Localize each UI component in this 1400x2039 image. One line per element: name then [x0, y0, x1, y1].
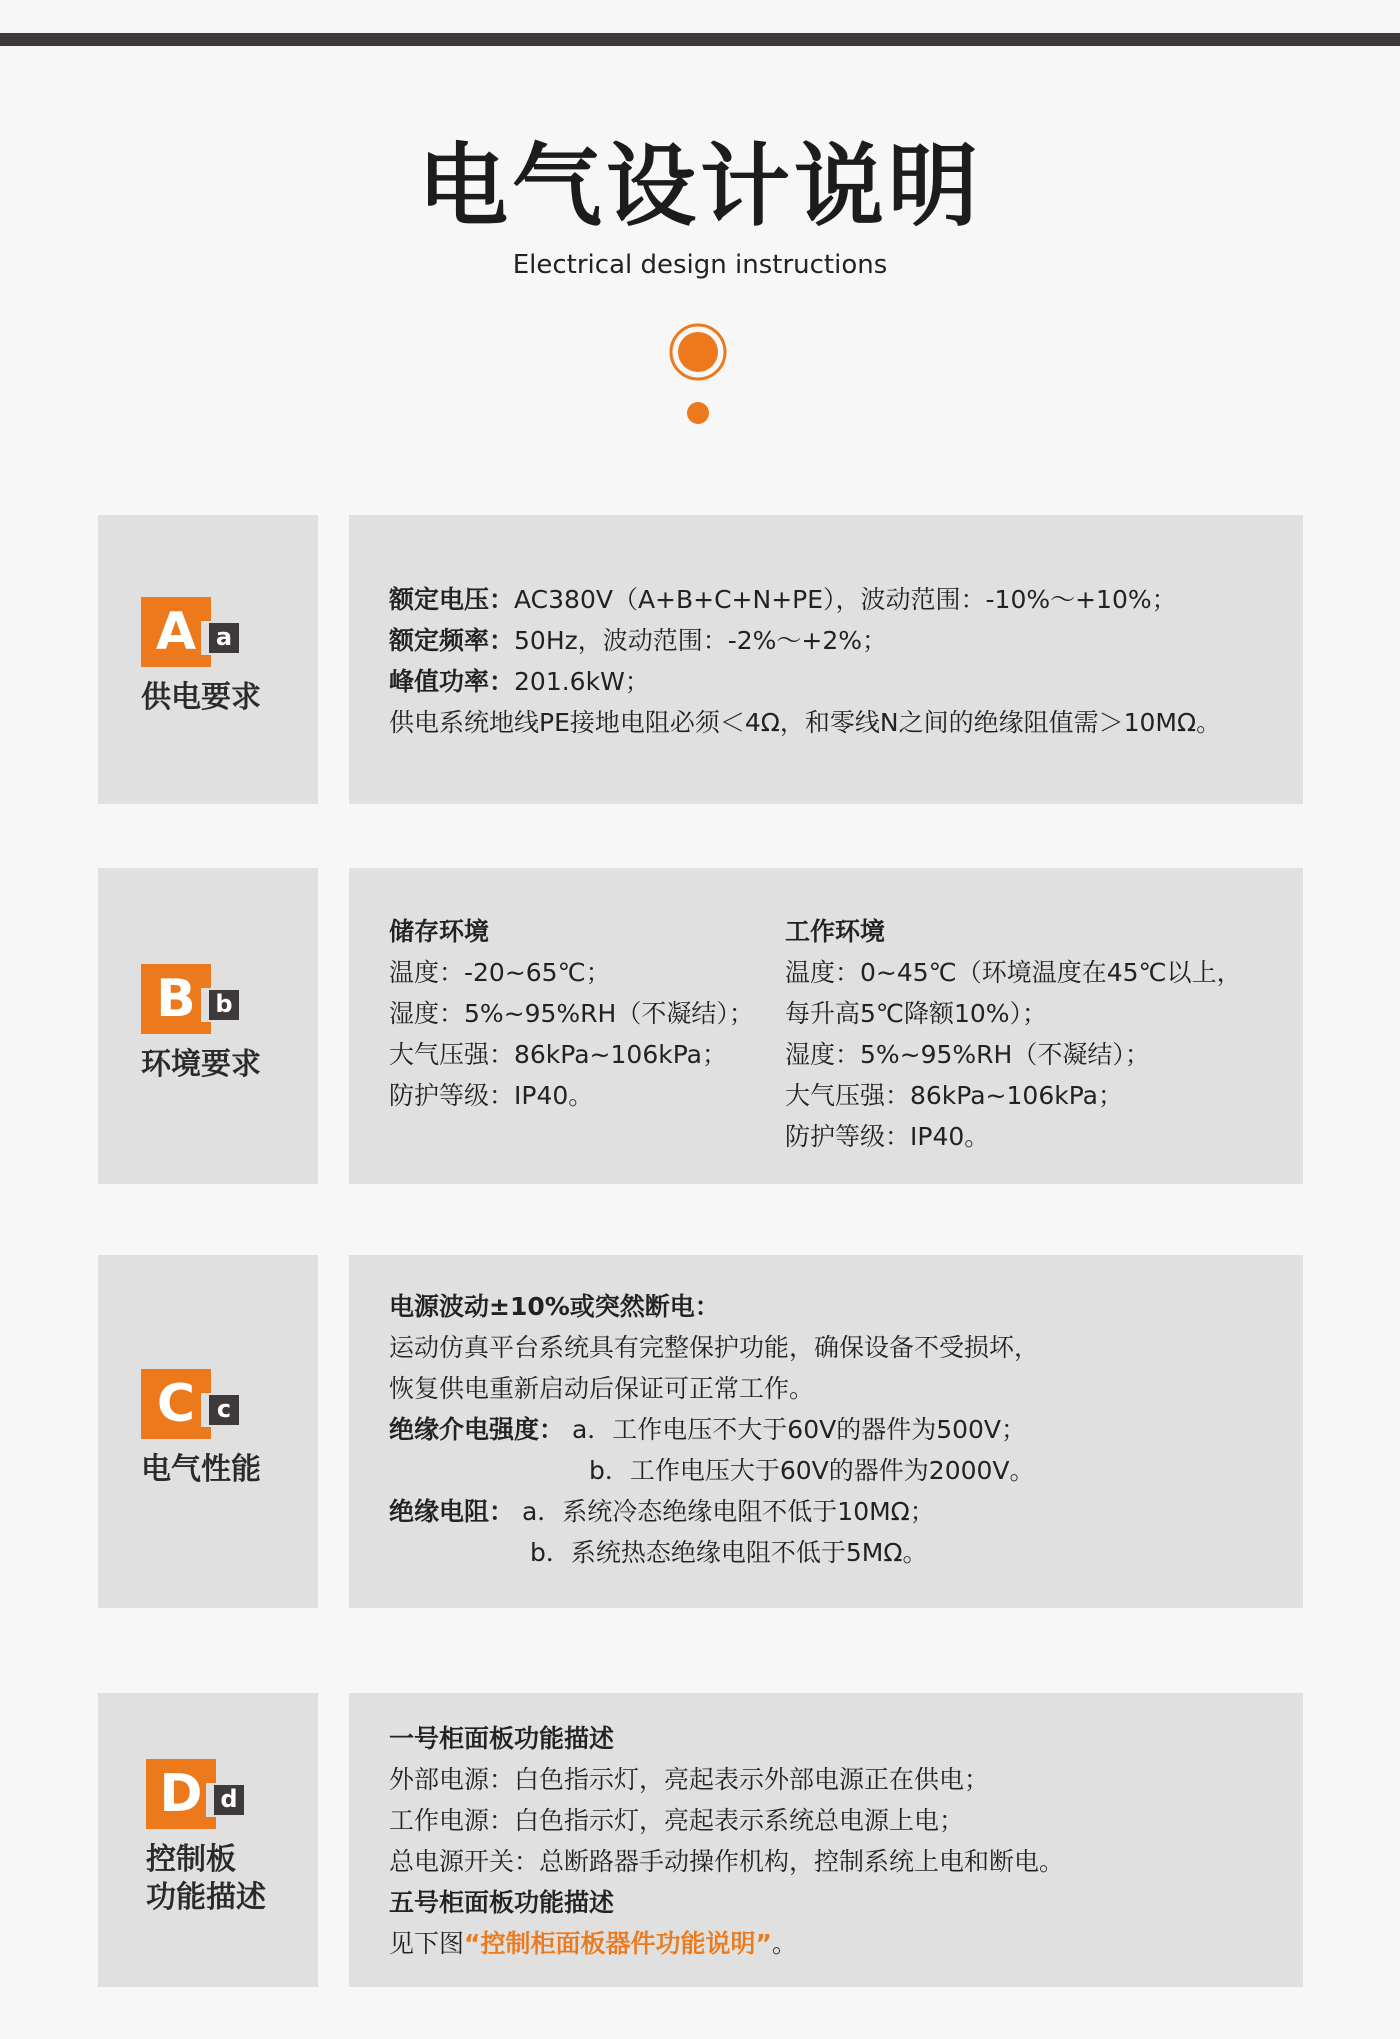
text-line: 五号柜面板功能描述: [389, 1888, 615, 1917]
section-side: [98, 1255, 318, 1608]
text-line: b．系统热态绝缘电阻不低于5MΩ。: [530, 1538, 928, 1567]
section-control-panel: [98, 1693, 1303, 1987]
text-line: 见下图“控制柜面板器件功能说明”。: [389, 1929, 797, 1958]
text-line: 电源波动±10%或突然断电：: [389, 1292, 720, 1321]
text-line: 工作电源：白色指示灯，亮起表示系统总电源上电；: [389, 1806, 965, 1835]
text-line: 外部电源：白色指示灯，亮起表示外部电源正在供电；: [389, 1765, 990, 1794]
section-badge: [146, 1759, 266, 1829]
text-line: 额定频率：50Hz，波动范围：-2%～+2%；: [389, 626, 888, 655]
text-line: 一号柜面板功能描述: [389, 1724, 615, 1753]
badge-letter: C: [141, 1369, 211, 1439]
storage-heading: 储存环境: [389, 917, 490, 946]
storage-column: [389, 911, 754, 1116]
section-panel: [349, 1693, 1303, 1987]
section-power-supply: [98, 515, 1303, 804]
text-line: b．工作电压大于60V的器件为2000V。: [589, 1456, 1035, 1485]
text-line: 大气压强：86kPa~106kPa；: [785, 1081, 1123, 1110]
text-line: 运动仿真平台系统具有完整保护功能，确保设备不受损坏，: [389, 1333, 1040, 1362]
text-line: 温度：0~45℃（环境温度在45℃以上，: [785, 958, 1242, 987]
text-line: 湿度：5%~95%RH（不凝结）；: [389, 999, 754, 1028]
badge-subletter: a: [209, 623, 239, 653]
top-bar: [0, 33, 1400, 46]
text-line: 供电系统地线PE接地电阻必须＜4Ω，和零线N之间的绝缘阻值需＞10MΩ。: [389, 708, 1222, 737]
text-line: 绝缘介电强度： a．工作电压不大于60V的器件为500V；: [389, 1415, 1027, 1444]
work-column: [785, 911, 1242, 1157]
page-title: 电气设计说明: [418, 134, 982, 239]
badge-letter: D: [146, 1759, 216, 1829]
badge-subletter: d: [214, 1785, 244, 1815]
section-label: 环境要求: [141, 1047, 261, 1082]
text-line: 湿度：5%~95%RH（不凝结）；: [785, 1040, 1150, 1069]
section-badge: [141, 1369, 261, 1439]
section-side: [98, 515, 318, 804]
section-panel: [349, 1255, 1303, 1608]
section-label-line2: 功能描述: [146, 1880, 266, 1915]
section-panel: [349, 515, 1303, 804]
badge-subletter: b: [209, 990, 239, 1020]
section-text: [389, 579, 1221, 743]
highlight-link-text: “控制柜面板器件功能说明”: [464, 1929, 772, 1958]
page-subtitle: Electrical design instructions: [512, 250, 888, 280]
text-line: 峰值功率：201.6kW；: [389, 667, 650, 696]
section-label-line1: 控制板: [146, 1842, 236, 1877]
text-line: 防护等级：IP40。: [785, 1122, 990, 1151]
section-side: [98, 1693, 318, 1987]
section-badge: [141, 964, 261, 1034]
section-label: 供电要求: [141, 680, 261, 715]
decor-dots-icon: [664, 322, 732, 426]
text-line: 每升高5℃降额10%）；: [785, 999, 1048, 1028]
section-text: [389, 1718, 1064, 1964]
text-line: 大气压强：86kPa~106kPa；: [389, 1040, 727, 1069]
work-heading: 工作环境: [785, 917, 886, 946]
badge-letter: A: [141, 597, 211, 667]
text-line: 额定电压：AC380V（A+B+C+N+PE），波动范围：-10%～+10%；: [389, 585, 1177, 614]
text-line: 绝缘电阻： a．系统冷态绝缘电阻不低于10MΩ；: [389, 1497, 935, 1526]
section-electrical-performance: [98, 1255, 1303, 1608]
section-badge: [141, 597, 261, 667]
text-line: 防护等级：IP40。: [389, 1081, 594, 1110]
text-line: 总电源开关：总断路器手动操作机构，控制系统上电和断电。: [389, 1847, 1065, 1876]
section-text: [389, 1286, 1039, 1573]
text-line: 温度：-20~65℃；: [389, 958, 611, 987]
section-label: 电气性能: [141, 1452, 261, 1487]
section-environment: [98, 868, 1303, 1184]
badge-subletter: c: [209, 1395, 239, 1425]
text-line: 恢复供电重新启动后保证可正常工作。: [389, 1374, 815, 1403]
section-panel: [349, 868, 1303, 1184]
section-side: [98, 868, 318, 1184]
badge-letter: B: [141, 964, 211, 1034]
